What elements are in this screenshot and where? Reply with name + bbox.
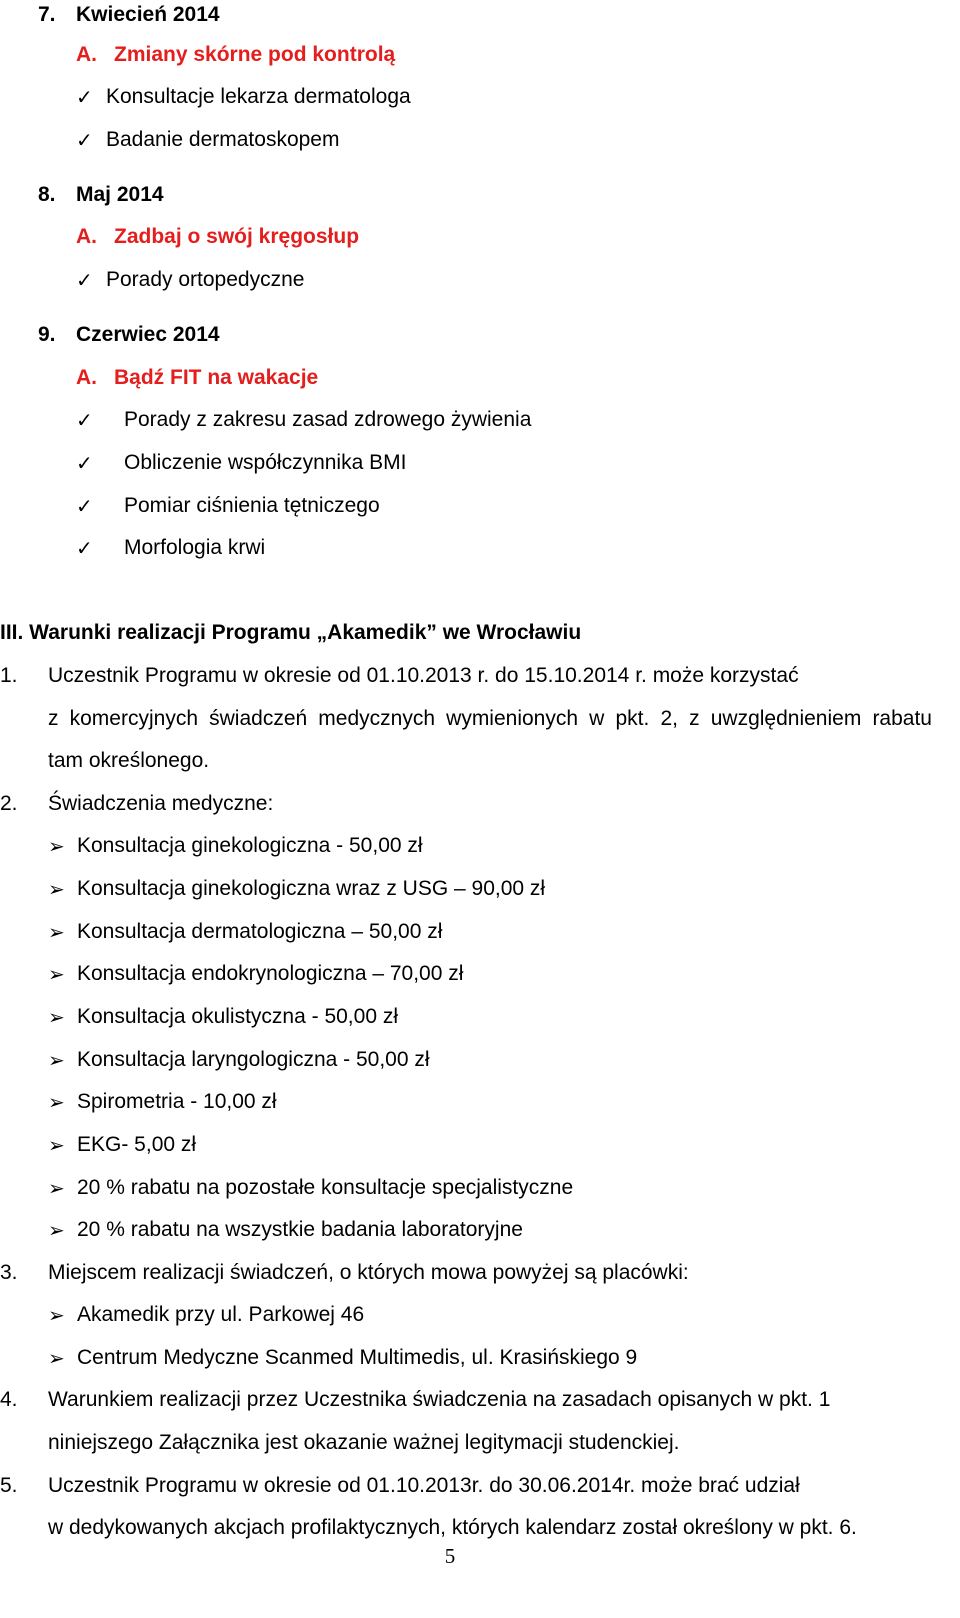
month-title: Kwiecień 2014: [76, 3, 220, 26]
checkmark-icon: ✓: [76, 408, 93, 432]
point-number: 4.: [0, 1388, 18, 1411]
point-number: 2.: [0, 792, 18, 815]
point-text: Warunkiem realizacji przez Uczestnika świadczenia na zasadach opisanych w pkt. 1: [48, 1388, 831, 1411]
arrow-bullet-icon: ➢: [48, 1176, 65, 1200]
month-title: Czerwiec 2014: [76, 323, 220, 346]
point-number: 3.: [0, 1261, 18, 1284]
arrow-bullet-icon: ➢: [48, 877, 65, 901]
list-item-text: Konsultacja ginekologiczna - 50,00 zł: [77, 834, 423, 857]
action-title: Zadbaj o swój kręgosłup: [114, 225, 360, 248]
action-letter: A.: [76, 43, 97, 66]
list-item-text: 20 % rabatu na wszystkie badania laboratoryjne: [77, 1218, 523, 1241]
list-item-text: Spirometria - 10,00 zł: [77, 1090, 277, 1113]
arrow-bullet-icon: ➢: [48, 1048, 65, 1072]
list-item-text: 20 % rabatu na pozostałe konsultacje specjalistyczne: [77, 1176, 574, 1199]
action-letter: A.: [76, 225, 97, 248]
point-text: tam określonego.: [48, 749, 210, 772]
month-number: 7.: [38, 3, 56, 26]
list-item-text: Akamedik przy ul. Parkowej 46: [77, 1303, 365, 1326]
arrow-bullet-icon: ➢: [48, 1005, 65, 1029]
list-item-text: Konsultacja laryngologiczna - 50,00 zł: [77, 1048, 430, 1071]
list-item-text: Konsultacje lekarza dermatologa: [106, 85, 411, 108]
month-number: 9.: [38, 323, 56, 346]
arrow-bullet-icon: ➢: [48, 1133, 65, 1157]
checkmark-icon: ✓: [76, 268, 93, 292]
point-1-line-2: [0, 704, 960, 734]
list-item-text: Konsultacja okulistyczna - 50,00 zł: [77, 1005, 398, 1028]
arrow-bullet-icon: ➢: [48, 1218, 65, 1242]
point-text: niniejszego Załącznika jest okazanie ważnej legitymacji studenckiej.: [48, 1431, 680, 1454]
action-title: Zmiany skórne pod kontrolą: [114, 43, 396, 66]
checkmark-icon: ✓: [76, 451, 93, 475]
list-item-text: Morfologia krwi: [124, 536, 266, 559]
action-title: Bądź FIT na wakacje: [114, 366, 319, 389]
section-title: III. Warunki realizacji Programu „Akamedik” we Wrocławiu: [0, 621, 582, 644]
list-item-text: Porady z zakresu zasad zdrowego żywienia: [124, 408, 532, 431]
list-item-text: EKG- 5,00 zł: [77, 1133, 197, 1156]
page-number: 5: [444, 1544, 456, 1568]
list-item-text: Pomiar ciśnienia tętniczego: [124, 494, 380, 517]
arrow-bullet-icon: ➢: [48, 1090, 65, 1114]
point-text: Uczestnik Programu w okresie od 01.10.2013r. do 30.06.2014r. może brać udział: [48, 1474, 800, 1497]
checkmark-icon: ✓: [76, 536, 93, 560]
month-title: Maj 2014: [76, 183, 164, 206]
point-text: w dedykowanych akcjach profilaktycznych, których kalendarz został określony w pkt. 6.: [48, 1516, 857, 1539]
point-text: Świadczenia medyczne:: [48, 792, 274, 815]
month-number: 8.: [38, 183, 56, 206]
point-text: z komercyjnych świadczeń medycznych wymienionych w pkt. 2, z uwzględnieniem rabatu: [48, 707, 932, 730]
list-item-text: Konsultacja endokrynologiczna – 70,00 zł: [77, 962, 464, 985]
list-item-text: Obliczenie współczynnika BMI: [124, 451, 407, 474]
list-item-text: Konsultacja ginekologiczna wraz z USG – 90,00 zł: [77, 877, 546, 900]
list-item-text: Badanie dermatoskopem: [106, 128, 340, 151]
arrow-bullet-icon: ➢: [48, 834, 65, 858]
point-number: 5.: [0, 1474, 18, 1497]
checkmark-icon: ✓: [76, 85, 93, 109]
arrow-bullet-icon: ➢: [48, 920, 65, 944]
arrow-bullet-icon: ➢: [48, 1303, 65, 1327]
point-text: Miejscem realizacji świadczeń, o których mowa powyżej są placówki:: [48, 1261, 689, 1284]
action-letter: A.: [76, 366, 97, 389]
arrow-bullet-icon: ➢: [48, 1346, 65, 1370]
point-number: 1.: [0, 664, 18, 687]
list-item-text: Porady ortopedyczne: [106, 268, 305, 291]
checkmark-icon: ✓: [76, 494, 93, 518]
list-item-text: Konsultacja dermatologiczna – 50,00 zł: [77, 920, 443, 943]
checkmark-icon: ✓: [76, 128, 93, 152]
point-text: Uczestnik Programu w okresie od 01.10.2013 r. do 15.10.2014 r. może korzystać: [48, 664, 799, 687]
list-item-text: Centrum Medyczne Scanmed Multimedis, ul. Krasińskiego 9: [77, 1346, 638, 1369]
arrow-bullet-icon: ➢: [48, 962, 65, 986]
